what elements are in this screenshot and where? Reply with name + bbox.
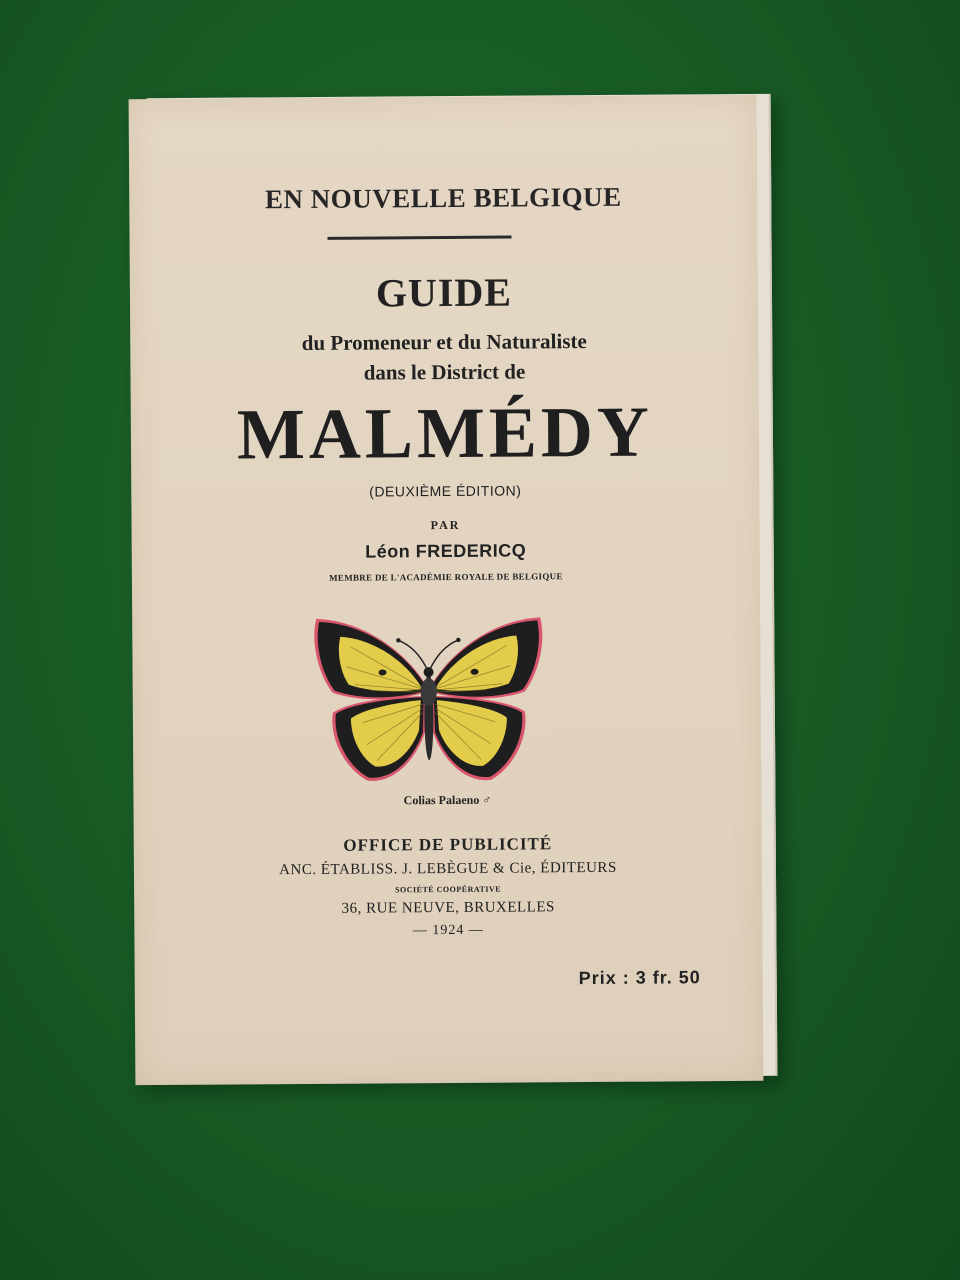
publisher-name: OFFICE DE PUBLICITÉ: [343, 834, 553, 855]
book-title: GUIDE: [375, 269, 513, 316]
publisher-cooperative: SOCIÉTÉ COOPÉRATIVE: [395, 884, 502, 895]
series-title: EN NOUVELLE BELGIQUE: [264, 181, 622, 215]
place-name: MALMÉDY: [236, 391, 654, 475]
book-cover: [129, 95, 764, 1085]
divider-rule: [328, 236, 512, 240]
author-name: Léon FREDERICQ: [365, 540, 527, 562]
edition-label: (DEUXIÈME ÉDITION): [369, 482, 522, 500]
illustration-caption: Colias Palaeno ♂: [403, 792, 492, 808]
by-label: PAR: [430, 517, 461, 533]
publisher-address: 36, RUE NEUVE, BRUXELLES: [341, 899, 555, 917]
price-label: Prix : 3 fr. 50: [578, 967, 701, 989]
publisher-details: ANC. ÉTABLISS. J. LEBÈGUE & Cie, ÉDITEURS: [279, 859, 617, 879]
subtitle-line-2: dans le District de: [363, 359, 526, 385]
subtitle-line-1: du Promeneur et du Naturaliste: [301, 329, 587, 356]
publication-year: — 1924 —: [412, 922, 484, 939]
author-affiliation: MEMBRE DE L'ACADÉMIE ROYALE DE BELGIQUE: [329, 571, 563, 583]
butterfly-illustration: [310, 611, 547, 789]
